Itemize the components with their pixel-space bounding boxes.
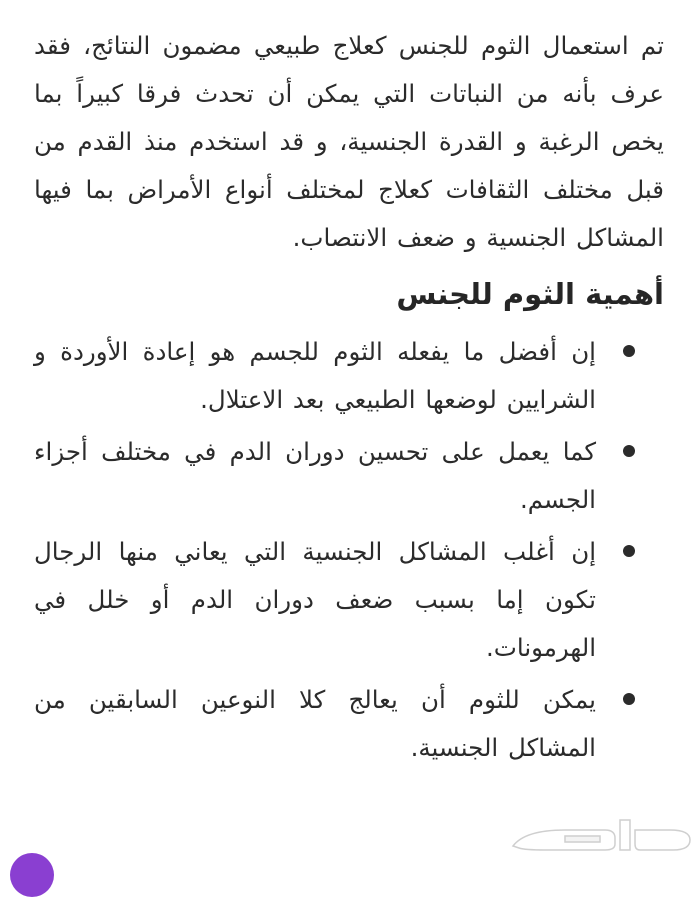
list-item-text: إن أفضل ما يفعله الثوم للجسم هو إعادة الأوردة و الشرايين لوضعها الطبيعي بعد الاعتلال. [34, 337, 596, 414]
list-item [34, 328, 664, 424]
bullet-icon [623, 345, 635, 357]
bullet-list [34, 328, 664, 772]
list-item-text: إن أغلب المشاكل الجنسية التي يعاني منها الرجال تكون إما بسبب ضعف دوران الدم أو خلل في الهرمونات. [34, 537, 596, 662]
floating-action-button[interactable] [10, 853, 54, 897]
list-item [34, 428, 664, 524]
article-body [34, 22, 664, 776]
list-item-text: يمكن للثوم أن يعالج كلا النوعين السابقين من المشاكل الجنسية. [34, 685, 596, 762]
bullet-icon [623, 545, 635, 557]
list-item [34, 528, 664, 672]
section-heading: أهمية الثوم للجنس [396, 277, 664, 311]
haraj-watermark-logo [505, 808, 695, 856]
intro-paragraph: تم استعمال الثوم للجنس كعلاج طبيعي مضمون النتائج، فقد عرف بأنه من النباتات التي يمكن أن تحدث فرقا كبيراً بما يخص الرغبة و القدرة الجنسية، و قد استخدم منذ القدم من قبل مختلف الثقافات كعلاج لمختلف أنواع الأمراض بما فيها المشاكل الجنسية و ضعف الانتصاب. [34, 31, 664, 252]
bullet-icon [623, 445, 635, 457]
bullet-icon [623, 693, 635, 705]
list-item-text: كما يعمل على تحسين دوران الدم في مختلف أجزاء الجسم. [34, 437, 596, 514]
list-item [34, 676, 664, 772]
